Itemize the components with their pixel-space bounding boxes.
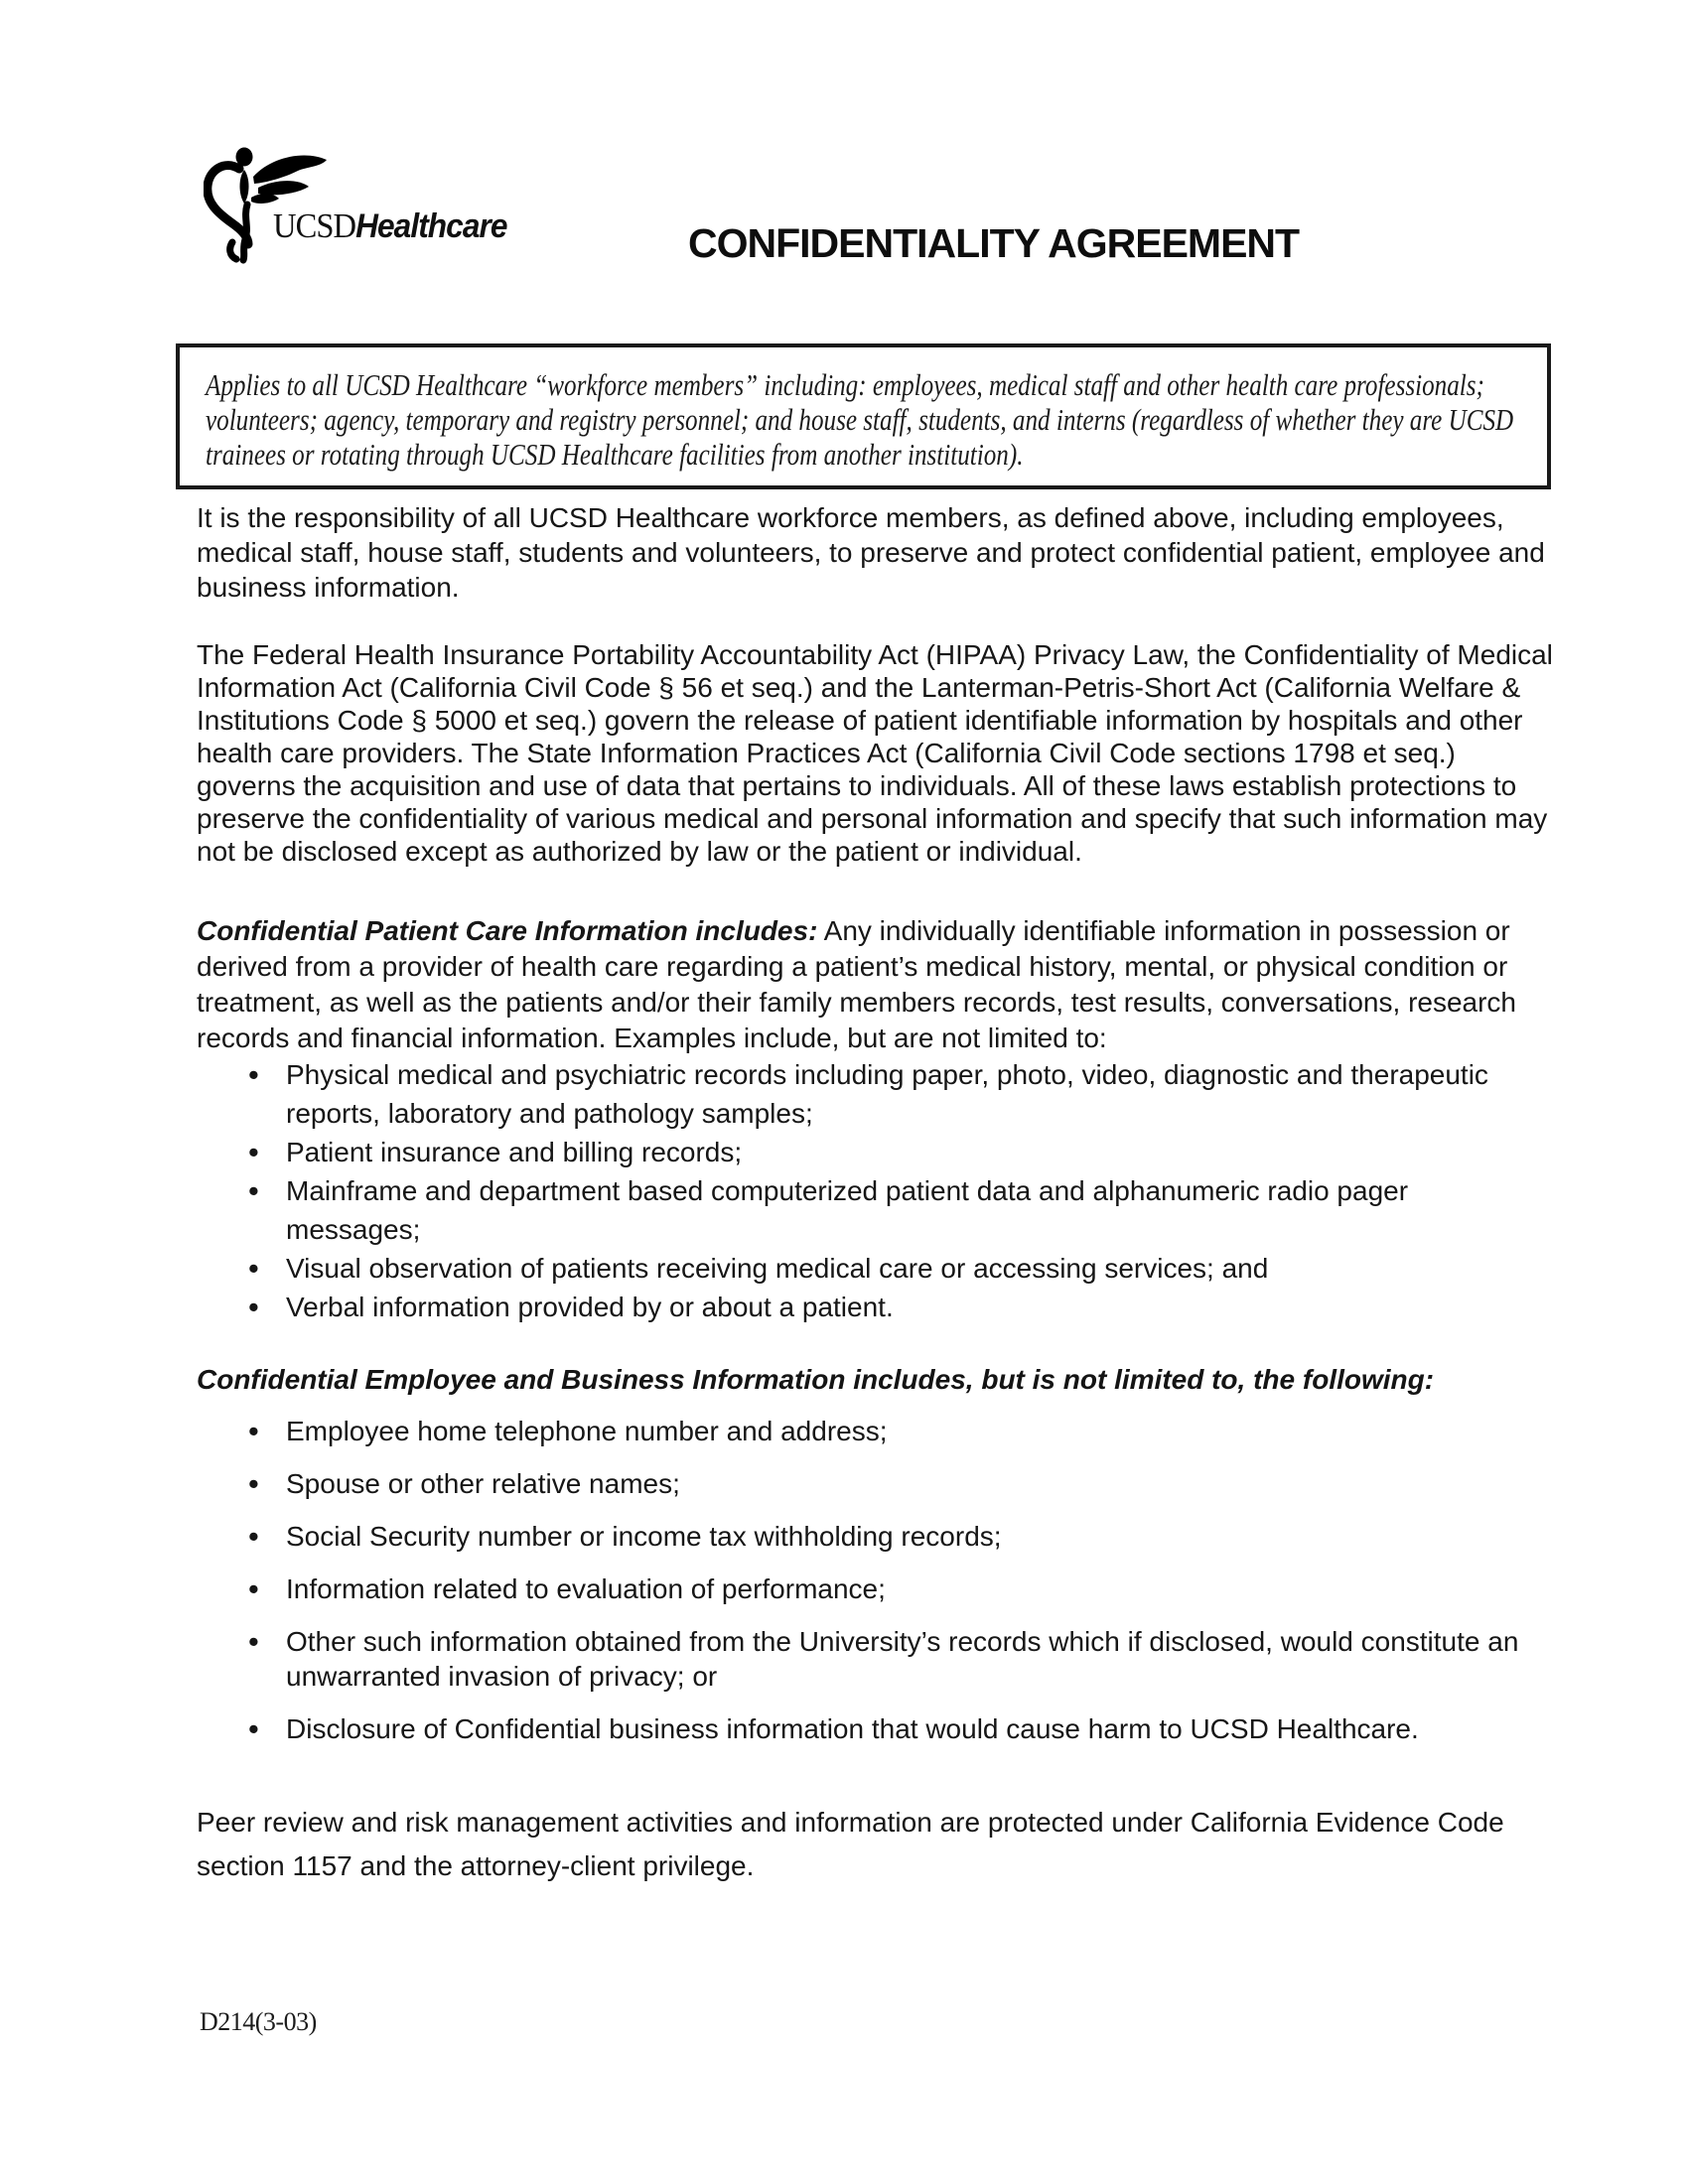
list-item: • Spouse or other relative names; xyxy=(197,1466,1539,1501)
brand-ucsd-text: UCSD xyxy=(273,206,356,245)
list-item: • Patient insurance and billing records; xyxy=(197,1133,1539,1171)
list-item: • Other such information obtained from the University’s records which if disclosed, would constitute an unwarranted invasion of privacy; or xyxy=(197,1624,1539,1694)
section-heading-patient: Confidential Patient Care Information includes: xyxy=(197,915,818,946)
patient-info-list xyxy=(197,1055,1539,1326)
section-patient-info xyxy=(197,913,1559,1056)
list-item: • Verbal information provided by or about a patient. xyxy=(197,1288,1539,1326)
applicability-notice-text: Applies to all UCSD Healthcare “workforce members” including: employees, medical staff and other health care professionals; volunteers; agency, temporary and registry personnel; and house staff, students, and interns (regardless of whether they are UCSD trainees or rotating through UCSD Healthcare facilities from another institution). xyxy=(206,367,1514,472)
section-heading-employee: Confidential Employee and Business Information includes, but is not limited to, the following: xyxy=(197,1364,1435,1395)
paragraph-closing: Peer review and risk management activities and information are protected under California Evidence Code section 1157 and the attorney-client privilege. xyxy=(197,1807,1504,1881)
list-item: • Physical medical and psychiatric records including paper, photo, video, diagnostic and therapeutic reports, laboratory and pathology samples; xyxy=(197,1055,1539,1133)
list-item: • Visual observation of patients receiving medical care or accessing services; and xyxy=(197,1249,1539,1288)
ucsd-caduceus-figure-icon xyxy=(204,147,331,264)
ucsd-healthcare-logo xyxy=(204,147,531,266)
list-item: • Disclosure of Confidential business information that would cause harm to UCSD Healthcare. xyxy=(197,1711,1539,1746)
list-item: • Information related to evaluation of performance; xyxy=(197,1571,1539,1606)
list-item: • Social Security number or income tax withholding records; xyxy=(197,1519,1539,1554)
list-item: • Mainframe and department based computerized patient data and alphanumeric radio pager messages; xyxy=(197,1171,1539,1249)
employee-info-list xyxy=(197,1414,1539,1764)
applicability-notice-box xyxy=(176,343,1551,489)
brand-healthcare-text: Healthcare xyxy=(355,207,507,245)
ucsd-healthcare-wordmark xyxy=(273,206,507,246)
paragraph-laws: The Federal Health Insurance Portability Accountability Act (HIPAA) Privacy Law, the Confidentiality of Medical Information Act (California Civil Code § 56 et seq.) and the Lanterman-Petris-Short Act (California Welfare & Institutions Code § 5000 et seq.) govern the release of patient identifiable information by hospitals and other health care providers. The State Information Practices Act (California Civil Code sections 1798 et seq.) governs the acquisition and use of data that pertains to individuals. All of these laws establish protections to preserve the confidentiality of various medical and personal information and specify that such information may not be disclosed except as authorized by law or the patient or individual. xyxy=(197,639,1553,867)
form-number: D214(3-03) xyxy=(200,2007,317,2036)
paragraph-responsibility: It is the responsibility of all UCSD Healthcare workforce members, as defined above, including employees, medical staff, house staff, students and volunteers, to preserve and protect confidential patient, employee and business information. xyxy=(197,502,1545,603)
list-item: • Employee home telephone number and address; xyxy=(197,1414,1539,1448)
section-intro-patient: Any individually identifiable information in possession or derived from a provider of health care regarding a patient’s medical history, mental, or physical condition or treatment, as well as the patients and/or their family members records, test results, conversations, research records and financial information. Examples include, but are not limited to: xyxy=(197,915,1517,1053)
document-title: CONFIDENTIALITY AGREEMENT xyxy=(688,220,1300,266)
